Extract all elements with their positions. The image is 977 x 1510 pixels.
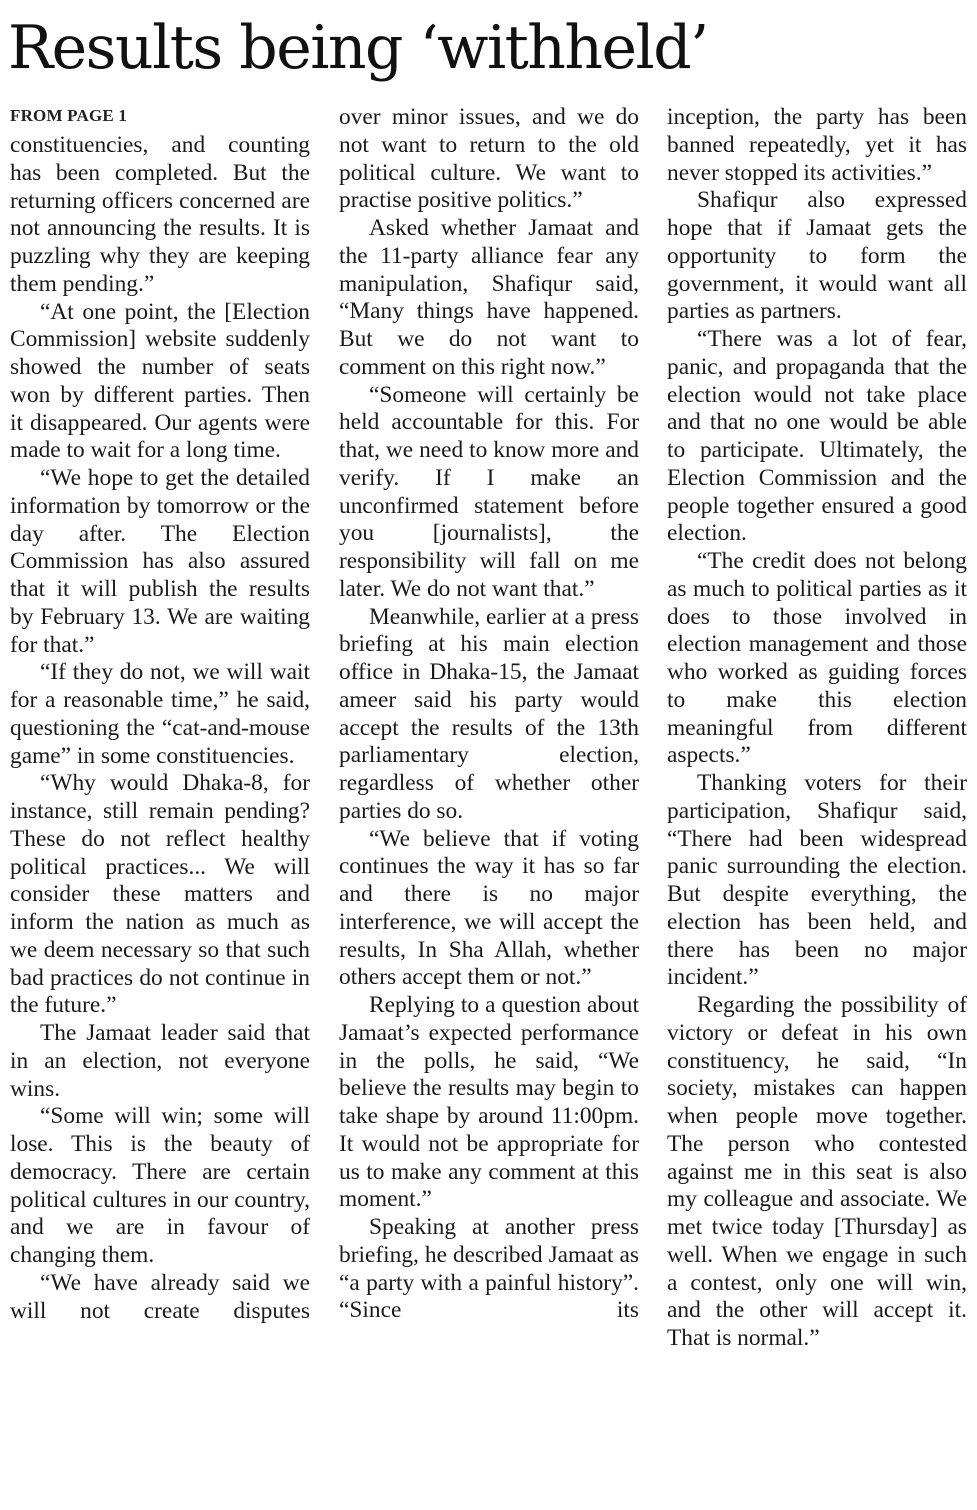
paragraph: Shafiqur also expressed hope that if Jamaat gets the opportunity to form the government, it would want all parties as partners. [667, 187, 967, 325]
headline: Results being ‘withheld’ [8, 13, 708, 83]
paragraph: Thanking voters for their participation, Shafiqur said, “There had been widespread panic surrounding the election. But despite everything, the election has been held, and there has been no major incident.” [667, 770, 967, 991]
paragraph: “Some will win; some will lose. This is the beauty of democracy. There are certain political cultures in our country, and we are in favour of changing them. [10, 1103, 310, 1268]
paragraph: “The credit does not belong as much to political parties as it does to those involved in election management and those who worked as guiding forces to make this election meaningful from different aspects.” [667, 548, 967, 769]
paragraph: The Jamaat leader said that in an election, not everyone wins. [10, 1020, 310, 1102]
paragraph: “Why would Dhaka-8, for instance, still remain pending? These do not reflect healthy political practices... We will consider these matters and inform the nation as much as we deem necessary so that such bad practices do not continue in the future.” [10, 770, 310, 1019]
article-column-1 [10, 104, 310, 1325]
paragraph: “At one point, the [Election Commission] website suddenly showed the number of seats won by different parties. Then it disappeared. Our agents were made to wait for a long time. [10, 298, 310, 464]
paragraph: “Someone will certainly be held accountable for this. For that, we need to know more and verify. If I make an unconfirmed statement before you [journalists], the responsibility will fall on me later. We do not want that.” [339, 381, 639, 602]
paragraph: Regarding the possibility of victory or defeat in his own constituency, he said, “In society, mistakes can happen when people move together. The person who contested against me in this seat is also my colleague and associate. We met twice today [Thursday] as well. When we engage in such a contest, only one will win, and the other will accept it. That is normal.” [667, 992, 967, 1351]
article-column-2 [339, 104, 639, 1325]
paragraph: “We believe that if voting continues the way it has so far and there is no major interference, we will accept the results, In Sha Allah, whether others accept them or not.” [339, 825, 639, 991]
article-column-3 [667, 104, 967, 1353]
paragraph: constituencies, and counting has been completed. But the returning officers concerned are not announcing the results. It is puzzling why they are keeping them pending.” [10, 132, 310, 297]
paragraph: “We hope to get the detailed information by tomorrow or the day after. The Election Commission has also assured that it will publish the results by February 13. We are waiting for that.” [10, 465, 310, 658]
paragraph: Asked whether Jamaat and the 11-party alliance fear any manipulation, Shafiqur said, “Many things have happened. But we do not want to comment on this right now.” [339, 215, 639, 380]
paragraph: Meanwhile, earlier at a press briefing at his main election office in Dhaka-15, the Jamaat ameer said his party would accept the results of the 13th parliamentary election, regardless of whether other parties do so. [339, 603, 639, 824]
paragraph: Replying to a question about Jamaat’s expected performance in the polls, he said, “We believe the results may begin to take shape by around 11:00pm. It would not be appropriate for us to make any comment at this moment.” [339, 992, 639, 1213]
paragraph: inception, the party has been banned repeatedly, yet it has never stopped its activities.” [667, 104, 967, 186]
paragraph: “There was a lot of fear, panic, and propaganda that the election would not take place and that no one would be able to participate. Ultimately, the Election Commission and the people together ensured a good election. [667, 326, 967, 547]
paragraph: “If they do not, we will wait for a reasonable time,” he said, questioning the “cat-and-mouse game” in some constituencies. [10, 659, 310, 769]
continuation-kicker: FROM PAGE 1 [10, 106, 128, 125]
paragraph: “We have already said we will not create disputes [10, 1269, 310, 1324]
paragraph: Speaking at another press briefing, he described Jamaat as “a party with a painful history”. “Since its [339, 1214, 639, 1324]
paragraph: over minor issues, and we do not want to return to the old political culture. We want to practise positive politics.” [339, 104, 639, 214]
